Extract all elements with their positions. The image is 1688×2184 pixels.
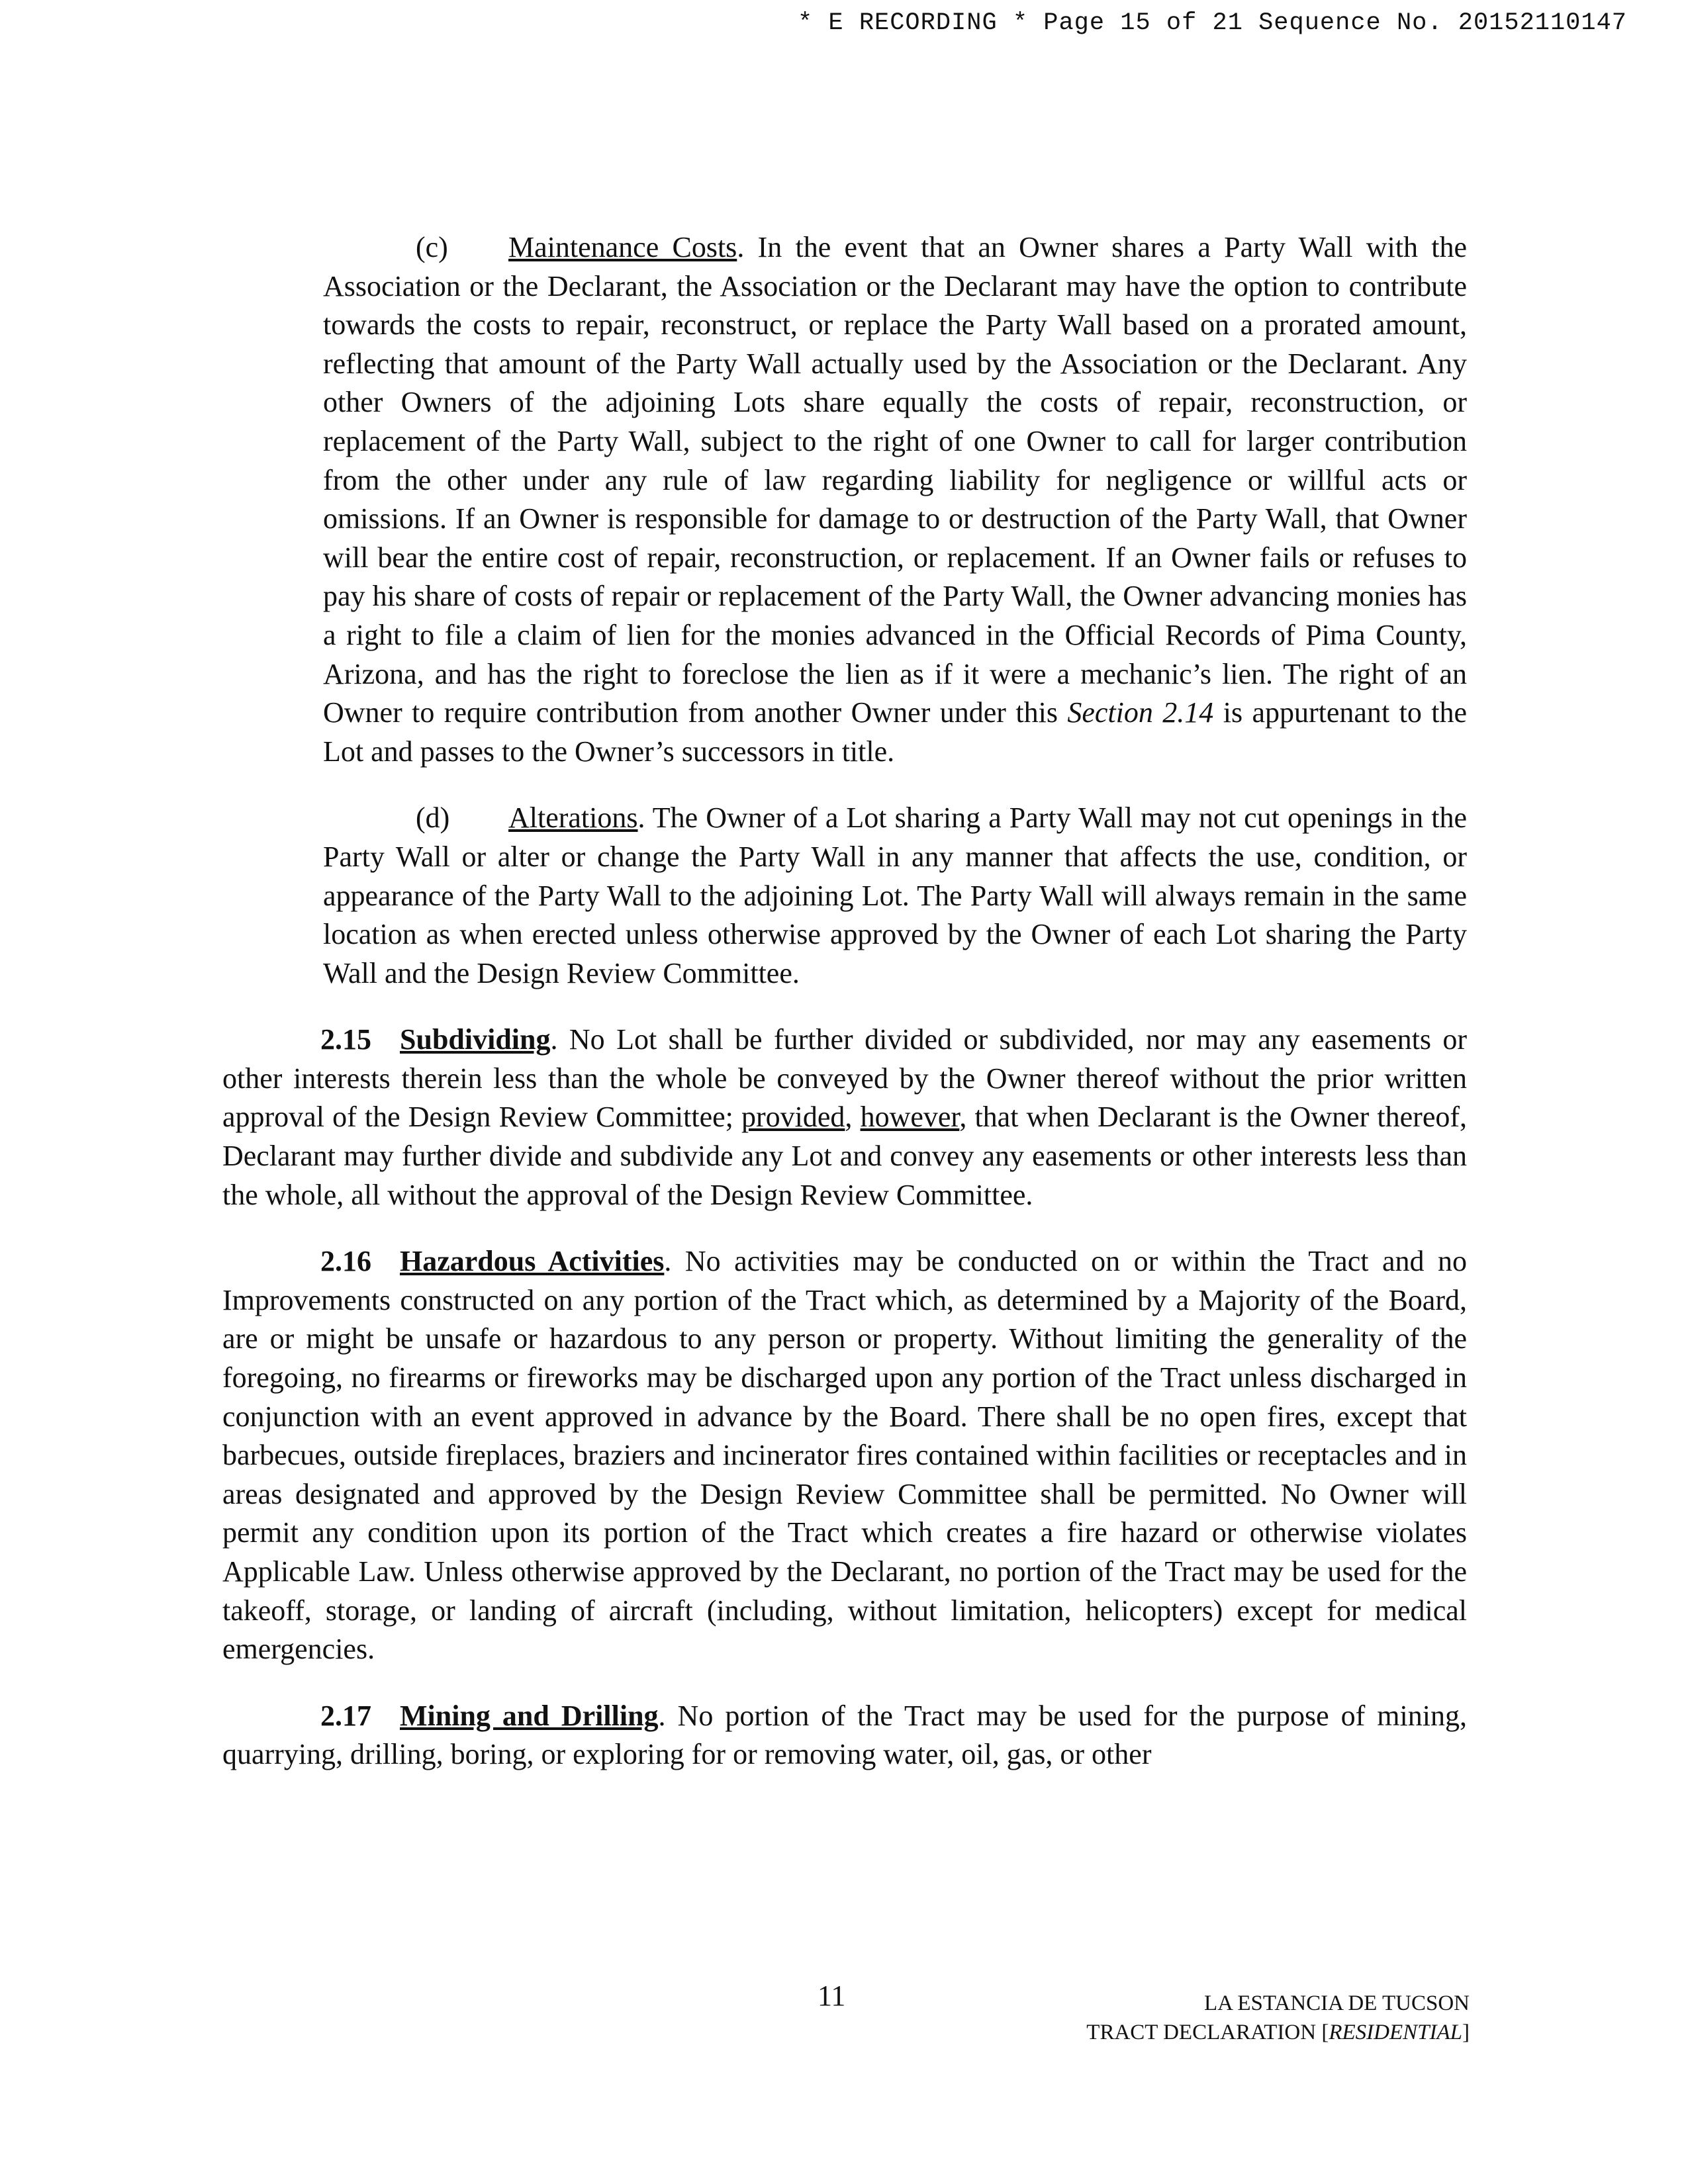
section-2-15-text-1: . No Lot shall be further divided or subdivided, nor may any easements or other interests therein less than the whole be conveyed by the Owner thereof without the prior written approval of the Design Review Committee;: [222, 1023, 1467, 1134]
section-2-16-text: . No activities may be conducted on or within the Tract and no Improvements constructed on any portion of the Tract which, as determined by a Majority of the Board, are or might be unsafe or hazardous to any person or property. Without limiting the generality of the foregoing, no firearms or fireworks may be discharged upon any portion of the Tract unless discharged in conjunction with an event approved in advance by the Board. There shall be no open fires, except that barbecues, outside fireplaces, braziers and incinerator fires contained within facilities or receptacles and in areas designated and approved by the Design Review Committee shall be permitted. No Owner will permit any condition upon its portion of the Tract which creates a fire hazard or otherwise violates Applicable Law. Unless otherwise approved by the Declarant, no portion of the Tract may be used for the takeoff, storage, or landing of aircraft (including, without limitation, helicopters) except for medical emergencies.: [222, 1245, 1468, 1666]
section-2-17-number: 2.17: [320, 1699, 371, 1732]
paragraph-c-text-2: is appurtenant to the Lot and passes to the Owner’s successors in title.: [323, 696, 1468, 768]
paragraph-d-heading: Alterations: [508, 801, 638, 835]
paragraph-c: [323, 228, 1467, 771]
recording-header: * E RECORDING * Page 15 of 21 Sequence No. 20152110147: [798, 9, 1627, 37]
section-2-17: [222, 1697, 1467, 1774]
section-2-17-text: . No portion of the Tract may be used for the purpose of mining, quarrying, drilling, boring, or exploring for or removing water, oil, gas, or other: [222, 1699, 1467, 1771]
paragraph-c-heading: Maintenance Costs: [508, 231, 737, 263]
footer-subtitle-part-1: TRACT DECLARATION [: [1086, 2021, 1329, 2044]
paragraph-c-section-ref: Section 2.14: [1067, 696, 1214, 729]
footer-doc-title: LA ESTANCIA DE TUCSON: [1203, 1991, 1470, 2015]
paragraph-c-label: (c): [416, 231, 448, 263]
footer-subtitle-part-2: ]: [1462, 2021, 1470, 2044]
document-footer: [1086, 1989, 1470, 2047]
page-number: 11: [818, 1979, 846, 2012]
section-2-15-provided: provided: [741, 1101, 845, 1134]
section-2-17-heading: Mining and Drilling: [400, 1699, 659, 1732]
section-2-15-comma: ,: [845, 1101, 861, 1134]
section-2-15-heading: Subdividing: [400, 1023, 551, 1056]
paragraph-d-text: . The Owner of a Lot sharing a Party Wall may not cut openings in the Party Wall or alter or change the Party Wall in any manner that affects the use, condition, or appearance of the Party Wall to the adjoining Lot. The Party Wall will always remain in the same location as when erected unless otherwise approved by the Owner of each Lot sharing the Party Wall and the Design Review Committee.: [323, 801, 1467, 989]
section-2-16-number: 2.16: [320, 1245, 371, 1278]
section-2-15-text-2: , that when Declarant is the Owner thereof, Declarant may further divide and subdivide any Lot and convey any easements or other interests less than the whole, all without the approval of the Design Review Committee.: [222, 1101, 1468, 1211]
section-2-16: [222, 1242, 1467, 1669]
paragraph-c-text-1: . In the event that an Owner shares a Party Wall with the Association or the Declarant, the Association or the Declarant may have the option to contribute towards the costs to repair, reconstruct, or replace the Party Wall based on a prorated amount, reflecting that amount of the Party Wall actually used by the Association or the Declarant. Any other Owners of the adjoining Lots share equally the costs of repair, reconstruction, or replacement of the Party Wall, subject to the right of one Owner to call for larger contribution from the other under any rule of law regarding liability for negligence or willful acts or omissions. If an Owner is responsible for damage to or destruction of the Party Wall, that Owner will bear the entire cost of repair, reconstruction, or replacement. If an Owner fails or refuses to pay his share of costs of repair or replacement of the Party Wall, the Owner advancing monies has a right to file a claim of lien for the monies advanced in the Official Records of Pima County, Arizona, and has the right to foreclose the lien as if it were a mechanic’s lien. The right of an Owner to require contribution from another Owner under this: [323, 231, 1467, 729]
section-2-16-heading: Hazardous Activities: [400, 1245, 665, 1278]
paragraph-d: [323, 799, 1467, 993]
footer-subtitle-italic: RESIDENTIAL: [1329, 2021, 1462, 2044]
section-2-15-number: 2.15: [320, 1023, 371, 1056]
paragraph-d-label: (d): [416, 801, 450, 835]
document-body: [222, 228, 1467, 1802]
section-2-15-however: however: [860, 1101, 960, 1134]
footer-doc-subtitle: [1086, 2018, 1470, 2047]
section-2-15: [222, 1021, 1467, 1214]
